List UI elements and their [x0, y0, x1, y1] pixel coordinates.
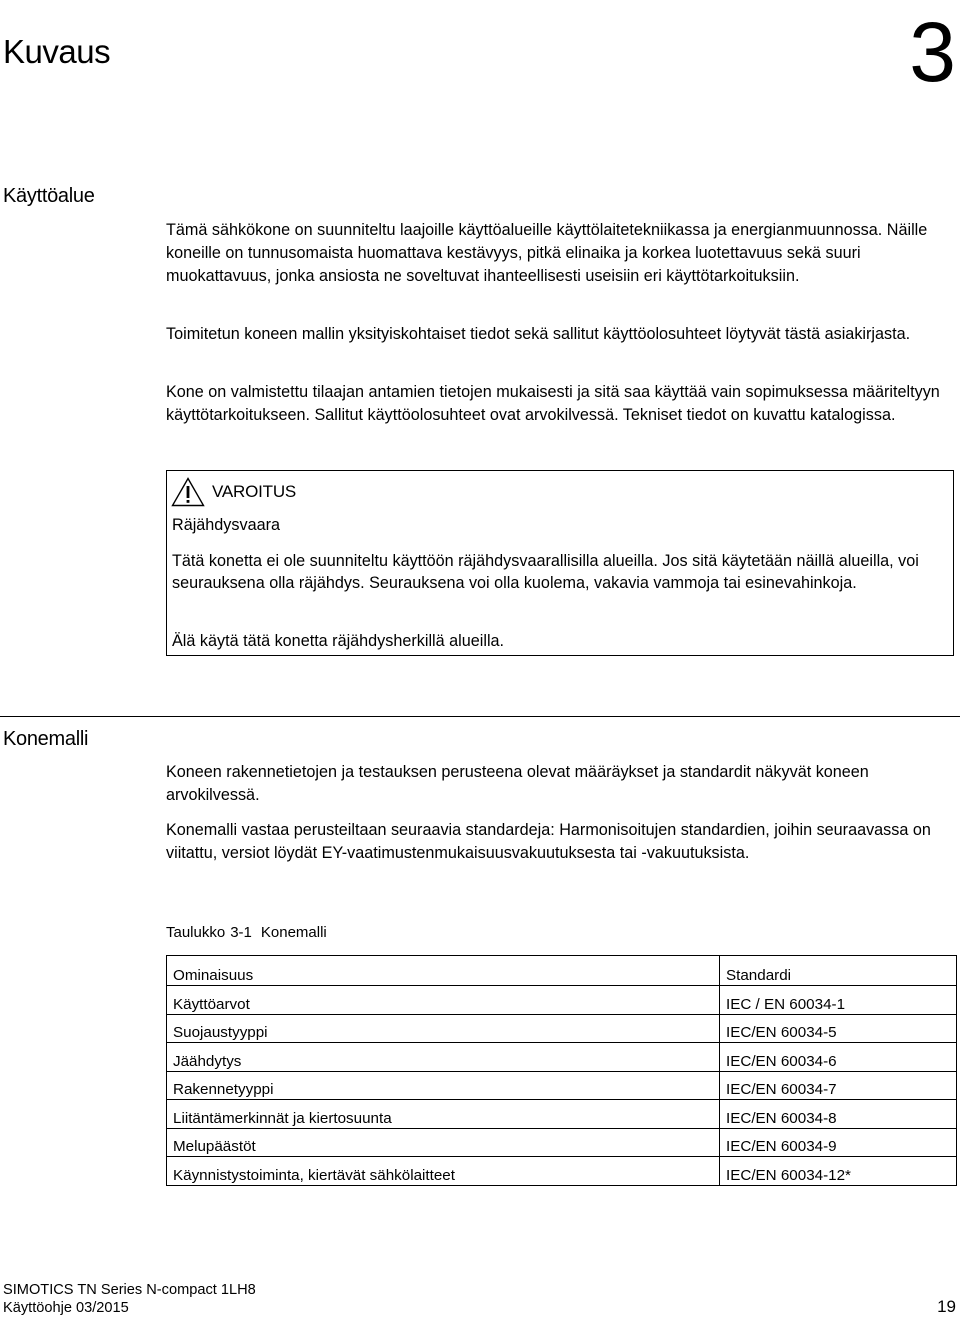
- warning-consequence: Tätä konetta ei ole suunniteltu käyttöön räjähdysvaarallisilla alueilla. Jos sitä käytetään näillä alueilla, voi seurauksena olla räjähdys. Seurauksena voi olla kuolema, vakavia vammoja tai esinevahinkoja.: [172, 552, 919, 592]
- table-cell-property: Liitäntämerkinnät ja kiertosuunta: [167, 1100, 720, 1129]
- scope-paragraph-2: Toimitetun koneen mallin yksityiskohtaiset tiedot sekä sallitut käyttöolosuhteet löytyvät tästä asiakirjasta.: [166, 325, 911, 343]
- table-cell-standard: IEC/EN 60034-7: [720, 1071, 957, 1100]
- table-caption: [166, 922, 327, 944]
- table-caption-prefix: Taulukko: [166, 924, 226, 941]
- section-divider: [0, 716, 960, 717]
- table-row: [167, 1043, 957, 1072]
- table-header-cell: Ominaisuus: [167, 956, 720, 986]
- section-heading-model: Konemalli: [3, 728, 89, 750]
- table-caption-title: Konemalli: [260, 924, 327, 941]
- table-header-cell: Standardi: [720, 956, 957, 986]
- warning-header: [171, 477, 296, 507]
- table-cell-property: Jäähdytys: [167, 1043, 720, 1072]
- table-cell-standard: IEC/EN 60034-9: [720, 1128, 957, 1157]
- footer-document: Käyttöohje 03/2015: [3, 1300, 129, 1316]
- model-paragraph-1: Koneen rakennetietojen ja testauksen perusteena olevat määräykset ja standardit näkyvät koneen arvokilvessä.: [166, 763, 869, 804]
- table-cell-standard: IEC/EN 60034-5: [720, 1014, 957, 1043]
- table-cell-standard: IEC / EN 60034-1: [720, 986, 957, 1015]
- table-cell-standard: IEC/EN 60034-12*: [720, 1157, 957, 1186]
- table-header-row: [167, 956, 957, 986]
- warning-action-text: käytä tätä konetta räjähdysherkillä alueilla.: [195, 632, 505, 650]
- chapter-title: Kuvaus: [3, 33, 111, 70]
- table-cell-property: Melupäästöt: [167, 1128, 720, 1157]
- table-cell-standard: IEC/EN 60034-8: [720, 1100, 957, 1129]
- warning-action: [172, 630, 504, 652]
- table-row: [167, 1157, 957, 1186]
- table-row: [167, 1100, 957, 1129]
- table-cell-property: Suojaustyyppi: [167, 1014, 720, 1043]
- warning-triangle-icon: [171, 477, 205, 507]
- warning-action-emphasis: Älä: [172, 632, 196, 650]
- scope-paragraph-1: Tämä sähkökone on suunniteltu laajoille käyttöalueille käyttölaitetekniikassa ja energianmuunnossa. Näille koneille on tunnusomaista huomattava kestävyys, pitkä elinaika ja korkea luotettavuus sekä suuri muokattavuus, jonka ansiosta ne soveltuvat ihanteellisesti useisiin eri käyttötarkoituksiin.: [166, 221, 928, 285]
- warning-box: [166, 470, 954, 656]
- scope-paragraph-3: Kone on valmistettu tilaajan antamien tietojen mukaisesti ja sitä saa käyttää vain sopimuksessa määriteltyyn käyttötarkoitukseen. Sallitut käyttöolosuhteet ovat arvokilvessä. Tekniset tiedot on kuvattu katalogissa.: [166, 383, 940, 424]
- model-paragraph-2: Konemalli vastaa perusteiltaan seuraavia standardeja: Harmonisoitujen standardien, joihin seuraavassa on viitattu, versiot löydät EY-vaatimustenmukaisuusvakuutuksesta tai -vakuutuksista.: [166, 821, 931, 862]
- table-cell-standard: IEC/EN 60034-6: [720, 1043, 957, 1072]
- standards-table: [166, 955, 957, 1186]
- table-cell-property: Rakennetyyppi: [167, 1071, 720, 1100]
- table-cell-property: Käyttöarvot: [167, 986, 720, 1015]
- table-caption-number: 3-1: [230, 924, 252, 941]
- table-cell-property: Käynnistystoiminta, kiertävät sähkölaitteet: [167, 1157, 720, 1186]
- table-row: [167, 1128, 957, 1157]
- footer-product: SIMOTICS TN Series N-compact 1LH8: [3, 1282, 256, 1298]
- chapter-number: 3: [909, 5, 956, 99]
- table-row: [167, 1014, 957, 1043]
- page-number: 19: [937, 1297, 956, 1316]
- warning-hazard: Räjähdysvaara: [172, 516, 280, 534]
- table-row: [167, 986, 957, 1015]
- table-row: [167, 1071, 957, 1100]
- section-heading-scope: Käyttöalue: [3, 185, 95, 207]
- warning-signal-word: VAROITUS: [212, 482, 297, 501]
